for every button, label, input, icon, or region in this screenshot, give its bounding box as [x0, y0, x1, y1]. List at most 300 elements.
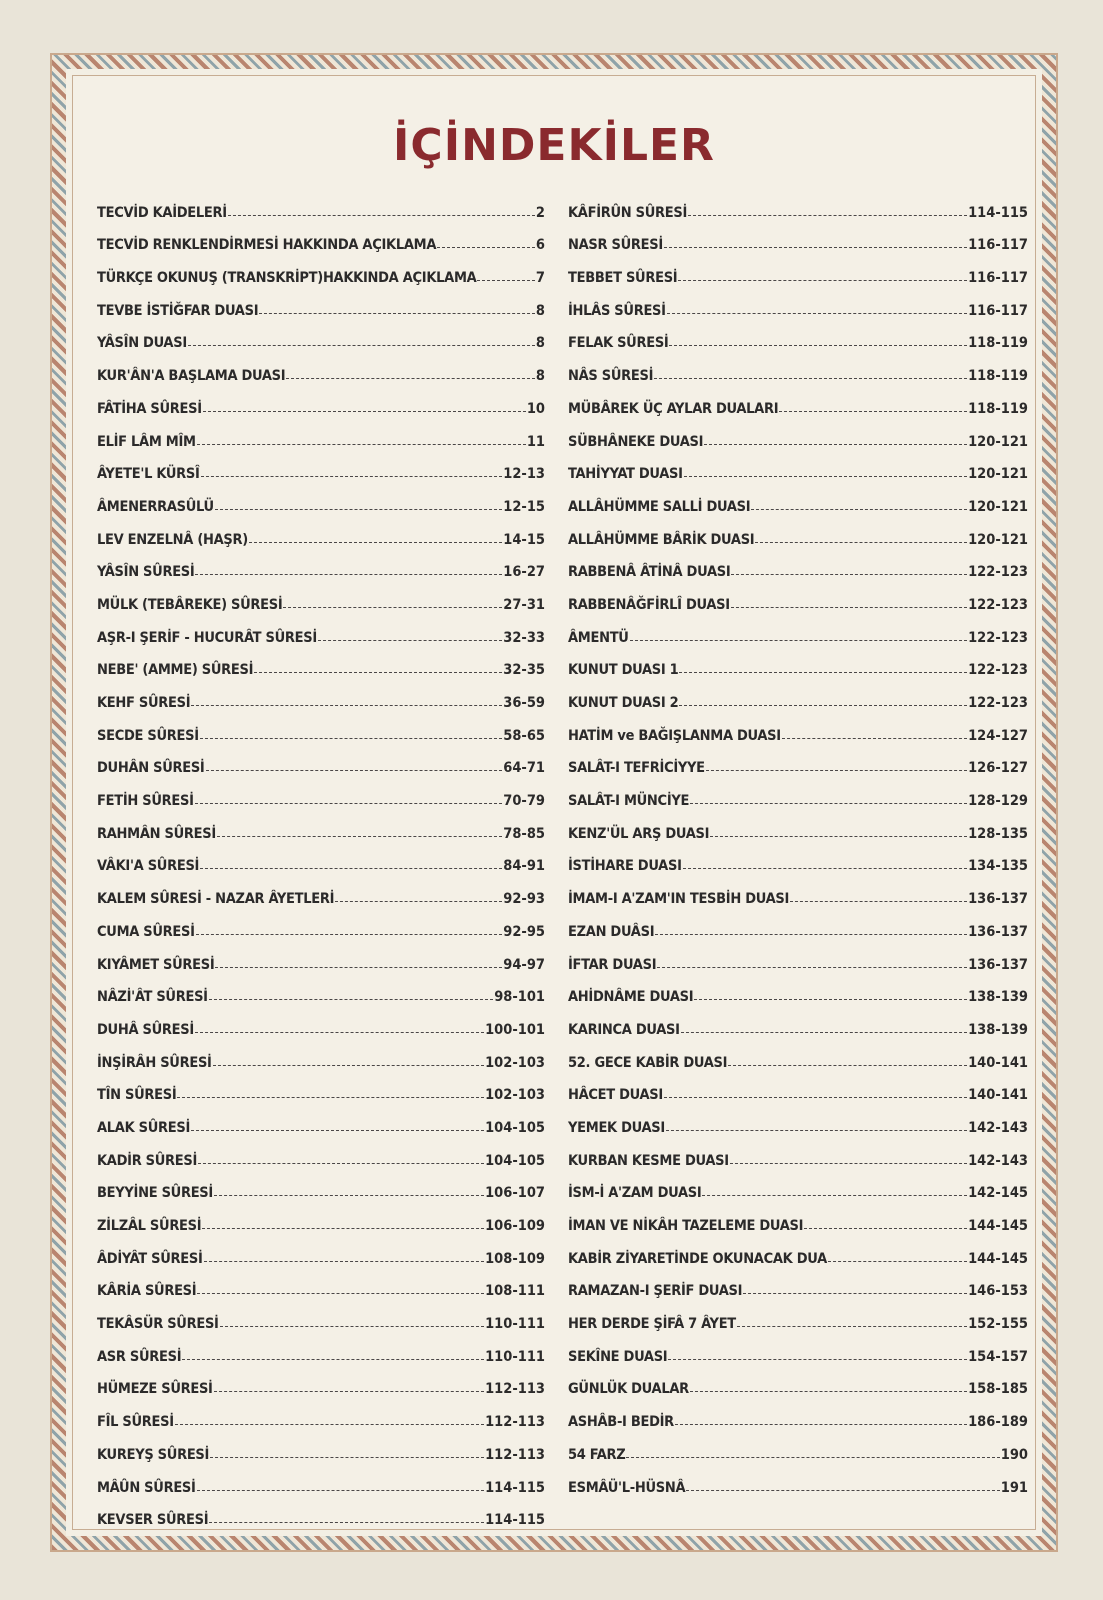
toc-entry-title: ÂDİYÂT SÛRESİ	[97, 1250, 203, 1267]
toc-entry-title: KALEM SÛRESİ - NAZAR ÂYETLERİ	[97, 891, 335, 908]
toc-entry	[97, 1005, 545, 1038]
toc-entry	[568, 776, 1028, 809]
toc-entry-page: 124-127	[968, 727, 1028, 744]
toc-entry-page: 110-111	[485, 1316, 545, 1333]
toc-entry	[97, 1496, 545, 1529]
toc-dot-leader	[664, 1097, 967, 1098]
toc-entry	[97, 1201, 545, 1234]
toc-entry-title: EZAN DUÂSI	[568, 923, 655, 940]
toc-dot-leader	[731, 607, 967, 608]
toc-entry	[568, 1169, 1028, 1202]
toc-entry	[568, 417, 1028, 450]
toc-entry-page: 144-145	[968, 1250, 1028, 1267]
toc-entry-title: FELAK SÛRESİ	[568, 335, 669, 352]
toc-dot-leader	[196, 934, 503, 935]
toc-entry-page: 84-91	[503, 858, 545, 875]
toc-entry-page: 120-121	[968, 498, 1028, 515]
toc-dot-leader	[730, 1163, 967, 1164]
toc-entry-page: 114-115	[968, 204, 1028, 221]
toc-entry-page: 58-65	[503, 727, 545, 744]
toc-entry-page: 106-107	[485, 1185, 545, 1202]
toc-entry	[568, 646, 1028, 679]
toc-entry	[568, 1136, 1028, 1169]
toc-dot-leader	[751, 509, 967, 510]
toc-dot-leader	[203, 411, 526, 412]
toc-entry-title: HÂCET DUASI	[568, 1087, 663, 1104]
toc-entry	[568, 874, 1028, 907]
toc-entry-title: VÂKI'A SÛRESİ	[97, 858, 200, 875]
toc-entry	[568, 1463, 1028, 1496]
toc-dot-leader	[654, 378, 967, 379]
toc-entry-page: 146-153	[968, 1283, 1028, 1300]
toc-entry	[568, 678, 1028, 711]
toc-dot-leader	[188, 345, 535, 346]
toc-entry	[97, 744, 545, 777]
toc-dot-leader	[195, 574, 502, 575]
toc-dot-leader	[209, 999, 493, 1000]
toc-entry-title: TECVİD KAİDELERİ	[97, 204, 227, 221]
toc-dot-leader	[217, 836, 502, 837]
toc-entry-title: ESMÂÜ'L-HÜSNÂ	[568, 1479, 686, 1496]
toc-entry-page: 36-59	[503, 695, 545, 711]
toc-entry	[97, 580, 545, 613]
toc-entry-page: 78-85	[503, 825, 545, 842]
toc-dot-leader	[215, 509, 502, 510]
toc-dot-leader	[177, 1097, 484, 1098]
toc-entry	[97, 351, 545, 384]
toc-dot-leader	[782, 738, 967, 739]
toc-entry-title: YÂSÎN SÛRESİ	[97, 564, 195, 581]
toc-dot-leader	[731, 574, 967, 575]
toc-dot-leader	[197, 444, 526, 445]
toc-entry	[568, 1430, 1028, 1463]
toc-entry-page: 102-103	[485, 1087, 545, 1104]
toc-entry-page: 190	[1000, 1446, 1028, 1463]
toc-entry	[568, 1234, 1028, 1267]
toc-dot-leader	[335, 901, 502, 902]
toc-dot-leader	[249, 542, 502, 543]
toc-entry-title: TÎN SÛRESİ	[97, 1087, 177, 1104]
toc-dot-leader	[686, 1490, 999, 1491]
toc-dot-leader	[655, 934, 967, 935]
toc-entry-page: 120-121	[968, 531, 1028, 548]
toc-entry-page: 108-111	[485, 1283, 545, 1300]
toc-entry-title: FÂTİHA SÛRESİ	[97, 400, 202, 417]
toc-entry-page: 8	[535, 302, 545, 319]
toc-entry	[568, 384, 1028, 417]
toc-entry-page: 158-185	[968, 1381, 1028, 1398]
toc-entry-title: DUHÂN SÛRESİ	[97, 760, 205, 777]
toc-entry-page: 104-105	[485, 1152, 545, 1169]
toc-entry-page: 27-31	[503, 596, 545, 613]
toc-entry-title: TEKÂSÜR SÛRESİ	[97, 1316, 219, 1333]
toc-entry-page: 118-119	[968, 335, 1028, 352]
toc-entry-page: 92-93	[503, 891, 545, 908]
toc-entry-page: 138-139	[968, 1021, 1028, 1038]
toc-entry-page: 122-123	[968, 596, 1028, 613]
toc-entry-title: İHLÂS SÛRESİ	[568, 302, 666, 319]
toc-entry-title: RABBENÂ ÂTİNÂ DUASI	[568, 564, 731, 581]
toc-entry-page: 100-101	[485, 1021, 545, 1038]
toc-entry-title: YEMEK DUASI	[568, 1119, 665, 1136]
toc-entry-page: 108-109	[485, 1250, 545, 1267]
toc-dot-leader	[668, 1359, 967, 1360]
toc-entry-title: İNŞİRÂH SÛRESİ	[97, 1054, 212, 1071]
toc-entry-title: İMAN VE NİKÂH TAZELEME DUASI	[568, 1218, 804, 1234]
toc-entry-title: 54 FARZ	[568, 1446, 626, 1463]
toc-dot-leader	[710, 836, 967, 837]
toc-dot-leader	[209, 1522, 484, 1523]
toc-entry-title: KIYÂMET SÛRESİ	[97, 956, 215, 973]
toc-entry	[568, 515, 1028, 548]
toc-entry-title: NEBE' (AMME) SÛRESİ	[97, 662, 254, 679]
toc-entry-page: 7	[535, 270, 545, 287]
toc-entry-title: LEV ENZELNÂ (HAŞR)	[97, 531, 248, 548]
toc-dot-leader	[195, 1032, 484, 1033]
toc-dot-leader	[694, 999, 967, 1000]
toc-entry-page: 12-15	[503, 498, 545, 515]
toc-entry-title: AHİDNÂME DUASI	[568, 989, 694, 1006]
toc-entry	[568, 940, 1028, 973]
toc-entry-title: NÂS SÛRESİ	[568, 368, 654, 385]
toc-dot-leader	[683, 868, 967, 869]
toc-entry	[97, 1038, 545, 1071]
toc-dot-leader	[702, 1195, 967, 1196]
toc-entry-title: KEHF SÛRESİ	[97, 695, 191, 711]
toc-entry	[97, 548, 545, 581]
toc-dot-leader	[195, 803, 503, 804]
toc-entry-title: KÂFİRÛN SÛRESİ	[568, 204, 688, 221]
toc-entry	[97, 221, 545, 254]
toc-entry-page: 12-13	[503, 466, 545, 483]
toc-entry-page: 106-109	[485, 1218, 545, 1234]
toc-entry-page: 118-119	[968, 400, 1028, 417]
toc-entry	[97, 907, 545, 940]
toc-entry	[568, 286, 1028, 319]
toc-dot-leader	[664, 247, 967, 248]
toc-entry-title: RABBENÂĞFİRLÎ DUASI	[568, 596, 730, 613]
toc-entry-title: YÂSÎN DUASI	[97, 335, 187, 352]
toc-entry-title: BEYYİNE SÛRESİ	[97, 1185, 213, 1202]
toc-entry-title: CUMA SÛRESİ	[97, 923, 195, 940]
toc-entry	[97, 1397, 545, 1430]
toc-entry	[568, 482, 1028, 515]
toc-dot-leader	[182, 1359, 484, 1360]
toc-entry-page: 128-135	[968, 825, 1028, 842]
toc-entry	[568, 580, 1028, 613]
toc-entry-title: MÜLK (TEBÂREKE) SÛRESİ	[97, 596, 283, 613]
toc-entry-title: İSM-İ A'ZAM DUASI	[568, 1185, 702, 1202]
toc-entry	[97, 1365, 545, 1398]
toc-entry-page: 142-143	[968, 1119, 1028, 1136]
toc-entry-title: ÂMENTÜ	[568, 629, 629, 646]
toc-entry-page: 14-15	[503, 531, 545, 548]
toc-dot-leader	[201, 476, 503, 477]
toc-dot-leader	[679, 705, 967, 706]
toc-entry	[97, 678, 545, 711]
toc-dot-leader	[828, 1261, 967, 1262]
toc-entry	[568, 548, 1028, 581]
toc-entry	[568, 450, 1028, 483]
toc-dot-leader	[477, 280, 534, 281]
toc-entry-title: GÜNLÜK DUALAR	[568, 1381, 689, 1398]
toc-entry-page: 186-189	[968, 1414, 1028, 1431]
toc-entry-title: HER DERDE ŞİFÂ 7 ÂYET	[568, 1316, 736, 1333]
toc-entry-title: KUNUT DUASI 2	[568, 695, 679, 711]
toc-right-column	[568, 188, 1028, 1496]
toc-entry-page: 8	[535, 368, 545, 385]
toc-entry	[568, 1299, 1028, 1332]
toc-entry	[97, 417, 545, 450]
toc-entry	[97, 613, 545, 646]
toc-entry	[97, 776, 545, 809]
toc-entry	[97, 973, 545, 1006]
toc-dot-leader	[286, 378, 535, 379]
toc-dot-leader	[688, 215, 967, 216]
toc-entry	[568, 711, 1028, 744]
toc-entry	[568, 842, 1028, 875]
toc-entry	[97, 450, 545, 483]
toc-entry-title: KEVSER SÛRESİ	[97, 1512, 209, 1529]
toc-dot-leader	[197, 1293, 484, 1294]
toc-entry-title: ALAK SÛRESİ	[97, 1119, 191, 1136]
toc-dot-leader	[202, 1228, 484, 1229]
toc-dot-leader	[666, 1130, 967, 1131]
toc-entry-page: 138-139	[968, 989, 1028, 1006]
toc-dot-leader	[191, 1130, 484, 1131]
toc-entry-page: 122-123	[968, 662, 1028, 679]
toc-entry-page: 122-123	[968, 564, 1028, 581]
toc-entry-title: KUR'ÂN'A BAŞLAMA DUASI	[97, 368, 286, 385]
toc-entry-page: 70-79	[503, 793, 545, 810]
toc-entry	[568, 973, 1028, 1006]
toc-dot-leader	[318, 640, 502, 641]
toc-entry-page: 140-141	[968, 1054, 1028, 1071]
toc-entry-page: 112-113	[485, 1414, 545, 1431]
toc-dot-leader	[198, 1163, 484, 1164]
toc-entry-page: 134-135	[968, 858, 1028, 875]
toc-entry-title: KUREYŞ SÛRESİ	[97, 1446, 210, 1463]
toc-entry-title: SEKÎNE DUASI	[568, 1348, 668, 1365]
toc-dot-leader	[283, 607, 502, 608]
toc-entry	[568, 744, 1028, 777]
toc-entry-page: 32-33	[503, 629, 545, 646]
toc-entry-title: TECVİD RENKLENDİRMESİ HAKKINDA AÇIKLAMA	[97, 237, 437, 254]
toc-entry	[568, 1365, 1028, 1398]
toc-entry-title: KENZ'ÜL ARŞ DUASI	[568, 825, 710, 842]
toc-entry	[97, 1267, 545, 1300]
toc-dot-leader	[679, 672, 967, 673]
toc-entry-title: HÜMEZE SÛRESİ	[97, 1381, 213, 1398]
toc-dot-leader	[737, 1326, 967, 1327]
toc-entry	[97, 842, 545, 875]
toc-entry-title: ÂYETE'L KÜRSÎ	[97, 466, 200, 483]
toc-entry-page: 6	[535, 237, 545, 254]
toc-dot-leader	[706, 770, 967, 771]
toc-entry-page: 152-155	[968, 1316, 1028, 1333]
toc-dot-leader	[254, 672, 502, 673]
toc-dot-leader	[210, 1457, 484, 1458]
toc-entry-page: 112-113	[485, 1381, 545, 1398]
toc-entry-title: NASR SÛRESİ	[568, 237, 663, 254]
toc-dot-leader	[200, 738, 503, 739]
toc-entry	[97, 1234, 545, 1267]
toc-entry-title: KÂRİA SÛRESİ	[97, 1283, 197, 1300]
toc-entry-title: KABİR ZİYARETİNDE OKUNACAK DUA	[568, 1250, 827, 1267]
toc-entry-page: 32-35	[503, 662, 545, 679]
toc-entry-title: ASHÂB-I BEDİR	[568, 1414, 674, 1431]
toc-dot-leader	[191, 705, 502, 706]
toc-entry-title: MÂÛN SÛRESİ	[97, 1479, 196, 1496]
toc-entry	[97, 1071, 545, 1104]
toc-entry-title: KADİR SÛRESİ	[97, 1152, 198, 1169]
toc-dot-leader	[200, 868, 502, 869]
toc-entry	[568, 907, 1028, 940]
toc-entry-page: 136-137	[968, 956, 1028, 973]
toc-entry	[568, 1103, 1028, 1136]
toc-dot-leader	[630, 640, 968, 641]
toc-entry	[97, 1136, 545, 1169]
toc-entry-title: ZİLZÂL SÛRESİ	[97, 1218, 202, 1234]
toc-entry	[97, 1169, 545, 1202]
toc-dot-leader	[206, 770, 503, 771]
toc-entry-page: 16-27	[503, 564, 545, 581]
toc-dot-leader	[657, 967, 967, 968]
toc-dot-leader	[204, 1261, 485, 1262]
toc-entry-title: KUNUT DUASI 1	[568, 662, 679, 679]
page-inner-frame	[72, 75, 1036, 1530]
toc-entry-title: ALLÂHÜMME BÂRİK DUASI	[568, 531, 755, 548]
toc-entry-page: 118-119	[968, 368, 1028, 385]
toc-entry-title: FETİH SÛRESİ	[97, 793, 194, 810]
toc-dot-leader	[678, 280, 967, 281]
toc-dot-leader	[755, 542, 967, 543]
toc-entry	[568, 809, 1028, 842]
toc-entry-page: 122-123	[968, 695, 1028, 711]
toc-entry	[97, 1103, 545, 1136]
toc-entry-title: SECDE SÛRESİ	[97, 727, 199, 744]
toc-dot-leader	[743, 1293, 967, 1294]
toc-entry	[97, 188, 545, 221]
toc-entry-page: 116-117	[968, 302, 1028, 319]
toc-entry-title: MÜBÂREK ÜÇ AYLAR DUALARI	[568, 400, 779, 417]
toc-entry-page: 92-95	[503, 923, 545, 940]
toc-dot-leader	[197, 1490, 485, 1491]
toc-entry	[568, 1397, 1028, 1430]
toc-entry-page: 136-137	[968, 891, 1028, 908]
toc-entry-title: KARINCA DUASI	[568, 1021, 680, 1038]
toc-entry	[568, 1201, 1028, 1234]
toc-entry-title: SALÂT-I MÜNCİYE	[568, 793, 690, 810]
toc-dot-leader	[681, 1032, 967, 1033]
toc-dot-leader	[214, 1195, 484, 1196]
toc-entry-title: TAHİYYAT DUASI	[568, 466, 683, 483]
toc-entry-page: 191	[1000, 1479, 1028, 1496]
toc-dot-leader	[626, 1457, 999, 1458]
toc-entry-title: İSTİHARE DUASI	[568, 858, 682, 875]
toc-entry	[97, 319, 545, 352]
toc-dot-leader	[667, 313, 967, 314]
toc-dot-leader	[228, 215, 535, 216]
toc-entry-page: 10	[526, 400, 545, 417]
toc-entry-page: 114-115	[485, 1512, 545, 1529]
toc-entry-title: TEBBET SÛRESİ	[568, 270, 678, 287]
toc-entry-title: ASR SÛRESİ	[97, 1348, 182, 1365]
toc-entry-title: RAMAZAN-I ŞERİF DUASI	[568, 1283, 743, 1300]
toc-entry-title: İFTAR DUASI	[568, 956, 657, 973]
toc-entry	[97, 809, 545, 842]
toc-entry	[568, 1005, 1028, 1038]
toc-entry	[97, 1299, 545, 1332]
toc-entry	[97, 940, 545, 973]
toc-dot-leader	[669, 345, 967, 346]
toc-entry-page: 114-115	[485, 1479, 545, 1496]
toc-left-column	[97, 188, 545, 1528]
toc-entry	[568, 613, 1028, 646]
toc-entry-page: 120-121	[968, 466, 1028, 483]
toc-entry-title: ÂMENERRASÛLÜ	[97, 498, 214, 515]
toc-dot-leader	[779, 411, 967, 412]
toc-page	[52, 55, 1056, 1550]
toc-entry-title: TEVBE İSTİĞFAR DUASI	[97, 302, 259, 319]
toc-entry-title: AŞR-I ŞERİF - HUCURÂT SÛRESİ	[97, 629, 317, 646]
toc-dot-leader	[437, 247, 535, 248]
toc-entry-title: FÎL SÛRESİ	[97, 1414, 174, 1431]
toc-dot-leader	[675, 1424, 967, 1425]
toc-entry	[568, 188, 1028, 221]
toc-entry	[97, 874, 545, 907]
toc-entry	[97, 1463, 545, 1496]
toc-entry-title: ALLÂHÜMME SALLİ DUASI	[568, 498, 751, 515]
toc-entry	[97, 482, 545, 515]
toc-entry-page: 154-157	[968, 1348, 1028, 1365]
toc-entry-page: 98-101	[494, 989, 545, 1006]
toc-entry	[568, 1332, 1028, 1365]
toc-entry	[568, 253, 1028, 286]
toc-entry-page: 116-117	[968, 237, 1028, 254]
toc-dot-leader	[804, 1228, 967, 1229]
toc-entry	[97, 253, 545, 286]
toc-entry-title: DUHÂ SÛRESİ	[97, 1021, 194, 1038]
toc-entry-page: 2	[535, 204, 545, 221]
toc-entry-title: RAHMÂN SÛRESİ	[97, 825, 216, 842]
toc-entry	[97, 1332, 545, 1365]
toc-entry	[97, 384, 545, 417]
toc-entry-page: 64-71	[503, 760, 545, 777]
toc-dot-leader	[690, 1391, 967, 1392]
toc-entry-page: 110-111	[485, 1348, 545, 1365]
toc-entry-title: NÂZİ'ÂT SÛRESİ	[97, 989, 208, 1006]
toc-entry-page: 142-145	[968, 1185, 1028, 1202]
toc-dot-leader	[728, 1065, 967, 1066]
toc-dot-leader	[690, 803, 967, 804]
toc-entry	[97, 515, 545, 548]
toc-entry-page: 116-117	[968, 270, 1028, 287]
toc-entry-title: İMAM-I A'ZAM'IN TESBİH DUASI	[568, 891, 790, 908]
toc-entry-title: TÜRKÇE OKUNUŞ (TRANSKRİPT)HAKKINDA AÇIKLAMA	[97, 270, 477, 287]
toc-dot-leader	[684, 476, 967, 477]
toc-dot-leader	[790, 901, 967, 902]
toc-entry-page: 120-121	[968, 433, 1028, 450]
toc-entry	[568, 319, 1028, 352]
toc-entry-page: 126-127	[968, 760, 1028, 777]
toc-entry-title: SALÂT-I TEFRİCİYYE	[568, 760, 705, 777]
toc-entry-page: 144-145	[968, 1218, 1028, 1234]
toc-entry-page: 128-129	[968, 793, 1028, 810]
toc-entry-page: 122-123	[968, 629, 1028, 646]
toc-dot-leader	[214, 1391, 484, 1392]
toc-dot-leader	[215, 967, 502, 968]
